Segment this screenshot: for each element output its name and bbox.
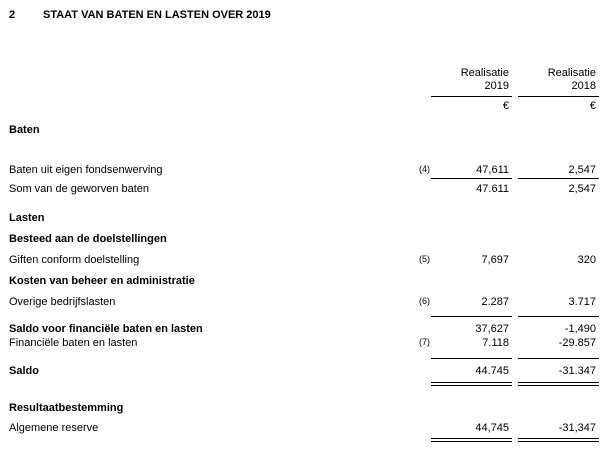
column-header-2019-year: 2019 [484,80,509,92]
value-2018-fin-baten: -29.857 [558,337,596,349]
row-label-som-geworven: Som van de geworven baten [9,183,150,195]
value-2019-fin-baten: 7.118 [482,337,509,349]
double-rule-2019-top [431,382,512,383]
baten-heading: Baten [9,124,40,136]
note-ref-4: (4) [419,164,430,174]
value-2019-overige: 2.287 [481,296,509,308]
value-2019-algemene: 44,745 [475,422,509,434]
row-label-overige: Overige bedrijfslasten [9,296,116,308]
header-rule-2018 [518,96,599,97]
final-double-rule-2019-bottom [431,441,512,442]
value-2019-saldo-fin: 37,627 [475,323,509,335]
kosten-heading: Kosten van beheer en administratie [9,275,195,287]
double-rule-2018-top [518,382,599,383]
note-ref-5: (5) [419,254,430,264]
value-2019-saldo: 44.745 [475,365,509,377]
value-2018-overige: 3.717 [568,296,596,308]
header-rule-2019 [431,96,512,97]
lasten-heading: Lasten [9,212,45,224]
value-2018-saldo: -31.347 [558,365,596,377]
value-2018-algemene: -31,347 [558,422,596,434]
column-header-2019-label: Realisatie [460,67,509,79]
final-double-rule-2019-top [431,438,512,439]
row-label-fin-baten: Financiële baten en lasten [9,337,138,349]
column-header-2018-label: Realisatie [547,67,596,79]
currency-2019: € [502,100,509,112]
row-label-algemene: Algemene reserve [9,422,99,434]
value-2018-som-geworven: 2,547 [568,183,596,195]
row-label-saldo-fin: Saldo voor financiële baten en lasten [9,323,203,335]
row-label-baten-eigen: Baten uit eigen fondsenwerving [9,164,163,176]
row-label-saldo: Saldo [9,365,39,377]
final-double-rule-2018-top [518,438,599,439]
double-rule-2019-bottom [431,385,512,386]
subtotal-rule-2019 [431,316,512,317]
note-ref-7: (7) [419,337,430,347]
value-2019-baten-eigen: 47,611 [476,164,509,176]
value-2018-saldo-fin: -1,490 [564,323,596,335]
currency-2018: € [589,100,596,112]
value-2018-baten-eigen: 2,547 [568,164,596,176]
column-header-2018-year: 2018 [571,80,596,92]
subtotal-rule-2018 [518,316,599,317]
saldo-rule-2018 [518,358,599,359]
value-2019-som-geworven: 47.611 [476,183,509,195]
double-rule-2018-bottom [518,385,599,386]
besteed-heading: Besteed aan de doelstellingen [9,233,167,245]
value-2018-giften: 320 [577,254,596,266]
sum-rule-2018 [518,178,599,179]
saldo-rule-2019 [431,358,512,359]
page-title: STAAT VAN BATEN EN LASTEN OVER 2019 [43,9,271,21]
final-double-rule-2018-bottom [518,441,599,442]
sum-rule-2019 [431,178,512,179]
result-heading: Resultaatbestemming [9,402,124,414]
note-ref-6: (6) [419,296,430,306]
section-number: 2 [9,9,16,21]
row-label-giften: Giften conform doelstelling [9,254,140,266]
value-2019-giften: 7,697 [481,254,509,266]
